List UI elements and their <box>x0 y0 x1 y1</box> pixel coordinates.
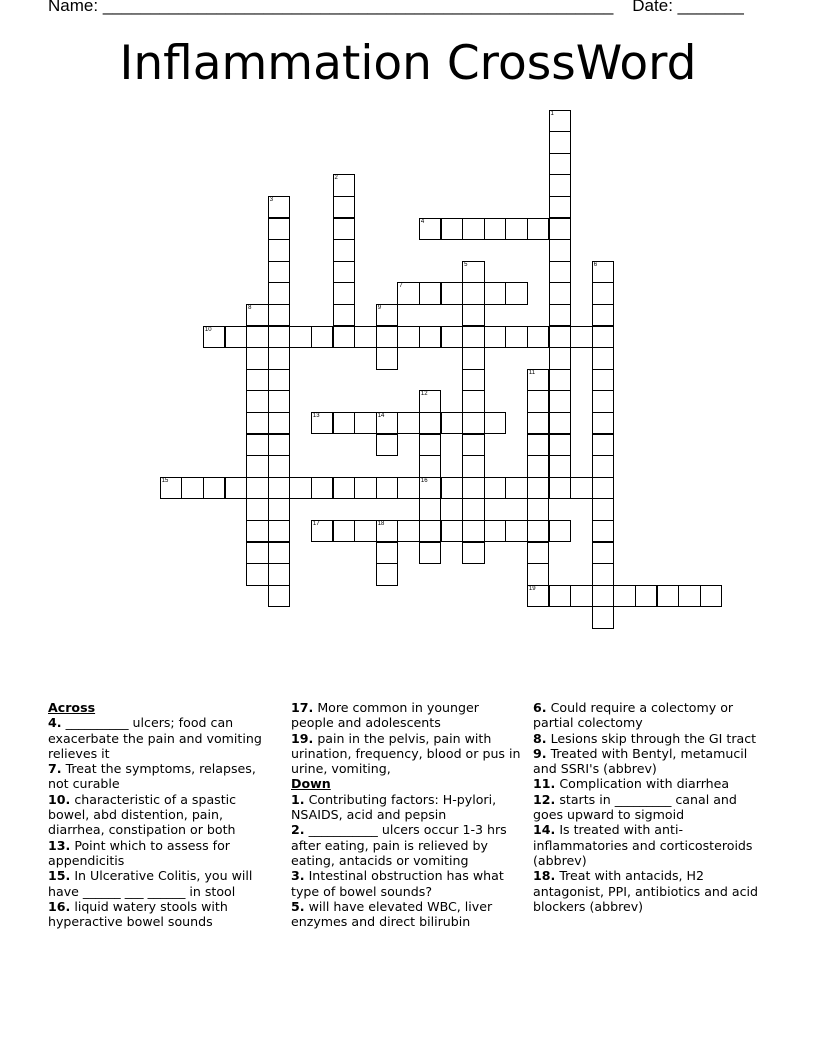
grid-cell[interactable] <box>419 434 442 457</box>
grid-cell[interactable] <box>333 218 356 241</box>
grid-cell[interactable] <box>419 455 442 478</box>
clue-number: 15 <box>161 477 169 484</box>
grid-cell[interactable] <box>484 412 507 435</box>
grid-cell[interactable] <box>592 261 615 284</box>
grid-cell[interactable] <box>549 369 572 392</box>
grid-cell[interactable] <box>549 110 572 133</box>
clue-number: 4 <box>420 218 425 225</box>
grid-cell[interactable] <box>268 390 291 413</box>
grid-cell[interactable] <box>592 498 615 521</box>
grid-cell[interactable] <box>268 347 291 370</box>
grid-cell[interactable] <box>592 282 615 305</box>
grid-cell[interactable] <box>549 282 572 305</box>
grid-cell[interactable] <box>527 412 550 435</box>
grid-cell[interactable] <box>549 520 572 543</box>
grid-cell[interactable] <box>570 477 593 500</box>
grid-cell[interactable] <box>549 239 572 262</box>
grid-cell[interactable] <box>419 390 442 413</box>
grid-cell[interactable] <box>635 585 658 608</box>
clue-down-3: 3. Intestinal obstruction has what type of bowel sounds? <box>291 868 504 899</box>
grid-cell[interactable] <box>570 326 593 349</box>
grid-cell[interactable] <box>613 585 636 608</box>
grid-cell[interactable] <box>419 326 442 349</box>
grid-cell[interactable] <box>268 585 291 608</box>
grid-cell[interactable] <box>376 412 399 435</box>
grid-cell[interactable] <box>419 412 442 435</box>
grid-cell[interactable] <box>527 563 550 586</box>
grid-cell[interactable] <box>462 455 485 478</box>
grid-cell[interactable] <box>268 369 291 392</box>
date-field[interactable]: _______ <box>677 0 744 15</box>
clue-number: 11 <box>528 369 536 376</box>
grid-cell[interactable] <box>333 412 356 435</box>
clue-across-10: 10. characteristic of a spastic bowel, abd distention, pain, diarrhea, constipation or both <box>48 791 237 838</box>
grid-cell[interactable] <box>549 326 572 349</box>
grid-cell[interactable] <box>549 196 572 219</box>
grid-cell[interactable] <box>527 455 550 478</box>
grid-cell[interactable] <box>289 326 312 349</box>
clue-down-18: 18. Treat with antacids, H2 antagonist, PPI, antibiotics and acid blockers (abbrev) <box>533 868 759 914</box>
grid-cell[interactable] <box>354 520 377 543</box>
clue-number: 6 <box>593 261 598 268</box>
grid-cell[interactable] <box>592 369 615 392</box>
clue-across-7: 7. Treat the symptoms, relapses, not curable <box>48 761 256 792</box>
page-title: Inflammation CrossWord <box>119 36 697 91</box>
clue-number: 7 <box>399 283 403 290</box>
down-heading: Down <box>291 776 331 792</box>
grid-cell[interactable] <box>549 390 572 413</box>
grid-cell[interactable] <box>203 477 226 500</box>
grid-cell[interactable] <box>484 218 507 241</box>
grid-cell[interactable] <box>246 347 269 370</box>
clue-number: 10 <box>204 326 212 333</box>
grid-cell[interactable] <box>549 218 572 241</box>
clue-down-5: 5. will have elevated WBC, liver enzymes and direct bilirubin <box>291 898 493 930</box>
grid-cell[interactable] <box>268 477 291 500</box>
clue-across-16: 16. liquid watery stools with hyperactive bowel sounds <box>48 898 228 930</box>
grid-cell[interactable] <box>246 390 269 413</box>
grid-cell[interactable] <box>246 563 269 586</box>
grid-cell[interactable] <box>289 477 312 500</box>
clue-column-3 <box>533 700 765 914</box>
grid-cell[interactable] <box>592 542 615 565</box>
grid-cell[interactable] <box>549 174 572 197</box>
grid-cell[interactable] <box>462 218 485 241</box>
grid-cell[interactable] <box>592 412 615 435</box>
clue-across-19: 19. pain in the pelvis, pain with urination, frequency, blood or pus in urine, vomiting, <box>291 730 521 777</box>
grid-cell[interactable] <box>419 498 442 521</box>
clue-down-8: 8. Lesions skip through the GI tract <box>533 730 757 746</box>
grid-cell[interactable] <box>592 455 615 478</box>
clue-column-1 <box>48 700 280 929</box>
grid-cell[interactable] <box>592 390 615 413</box>
clue-number: 17 <box>312 520 320 527</box>
grid-cell[interactable] <box>376 563 399 586</box>
grid-cell[interactable] <box>441 218 464 241</box>
grid-cell[interactable] <box>462 369 485 392</box>
grid-cell[interactable] <box>484 520 507 543</box>
grid-cell[interactable] <box>462 542 485 565</box>
grid-cell[interactable] <box>462 390 485 413</box>
grid-cell[interactable] <box>462 498 485 521</box>
grid-cell[interactable] <box>441 282 464 305</box>
grid-cell[interactable] <box>527 326 550 349</box>
grid-cell[interactable] <box>246 304 269 327</box>
clue-across-17: 17. More common in younger people and adolescents <box>291 700 479 731</box>
grid-cell[interactable] <box>549 477 572 500</box>
grid-cell[interactable] <box>527 498 550 521</box>
grid-cell[interactable] <box>225 326 248 349</box>
grid-cell[interactable] <box>376 520 399 543</box>
grid-cell[interactable] <box>441 477 464 500</box>
clue-down-9: 9. Treated with Bentyl, metamucil and SSRI's (abbrev) <box>533 745 748 777</box>
grid-cell[interactable] <box>333 477 356 500</box>
clue-number: 14 <box>377 412 385 419</box>
grid-cell[interactable] <box>549 585 572 608</box>
grid-cell[interactable] <box>246 412 269 435</box>
grid-cell[interactable] <box>419 520 442 543</box>
grid-cell[interactable] <box>570 585 593 608</box>
grid-cell[interactable] <box>462 304 485 327</box>
grid-cell[interactable] <box>203 326 226 349</box>
clue-number: 1 <box>550 110 554 117</box>
clue-down-6: 6. Could require a colectomy or partial colectomy <box>533 700 734 731</box>
grid-cell[interactable] <box>462 434 485 457</box>
clue-number: 12 <box>420 391 428 398</box>
grid-cell[interactable] <box>268 196 291 219</box>
grid-cell[interactable] <box>333 174 356 197</box>
grid-cell[interactable] <box>268 304 291 327</box>
grid-cell[interactable] <box>484 477 507 500</box>
grid-cell[interactable] <box>246 498 269 521</box>
grid-cell[interactable] <box>462 261 485 284</box>
grid-cell[interactable] <box>311 412 334 435</box>
grid-cell[interactable] <box>419 477 442 500</box>
grid-cell[interactable] <box>246 455 269 478</box>
grid-cell[interactable] <box>527 434 550 457</box>
grid-cell[interactable] <box>268 261 291 284</box>
grid-cell[interactable] <box>311 326 334 349</box>
grid-cell[interactable] <box>333 326 356 349</box>
clue-down-12: 12. starts in _________ canal and goes upward to sigmoid <box>533 791 737 823</box>
clue-number: 13 <box>312 412 320 419</box>
clue-column-2 <box>291 700 523 929</box>
grid-cell[interactable] <box>333 239 356 262</box>
grid-cell[interactable] <box>376 304 399 327</box>
grid-cell[interactable] <box>268 434 291 457</box>
grid-cell[interactable] <box>376 542 399 565</box>
grid-cell[interactable] <box>462 347 485 370</box>
grid-cell[interactable] <box>527 477 550 500</box>
grid-cell[interactable] <box>354 477 377 500</box>
grid-cell[interactable] <box>333 520 356 543</box>
clue-down-11: 11. Complication with diarrhea <box>533 776 730 792</box>
across-heading: Across <box>48 700 96 715</box>
clue-number: 3 <box>269 196 274 203</box>
name-field[interactable]: ______________________________________________________ <box>102 0 614 15</box>
grid-cell[interactable] <box>462 520 485 543</box>
grid-cell[interactable] <box>225 477 248 500</box>
grid-cell[interactable] <box>397 477 420 500</box>
grid-cell[interactable] <box>592 304 615 327</box>
grid-cell[interactable] <box>462 326 485 349</box>
grid-cell[interactable] <box>700 585 723 608</box>
grid-cell[interactable] <box>527 585 550 608</box>
grid-cell[interactable] <box>592 347 615 370</box>
grid-cell[interactable] <box>246 326 269 349</box>
grid-cell[interactable] <box>268 239 291 262</box>
grid-cell[interactable] <box>505 477 528 500</box>
grid-cell[interactable] <box>354 326 377 349</box>
grid-cell[interactable] <box>549 261 572 284</box>
grid-cell[interactable] <box>397 326 420 349</box>
grid-cell[interactable] <box>592 326 615 349</box>
grid-cell[interactable] <box>268 455 291 478</box>
grid-cell[interactable] <box>441 520 464 543</box>
grid-cell[interactable] <box>376 347 399 370</box>
grid-cell[interactable] <box>397 520 420 543</box>
clue-across-13: 13. Point which to assess for appendicitis <box>48 837 230 868</box>
grid-cell[interactable] <box>549 347 572 370</box>
grid-cell[interactable] <box>246 369 269 392</box>
grid-cell[interactable] <box>246 477 269 500</box>
grid-cell[interactable] <box>246 520 269 543</box>
grid-cell[interactable] <box>160 477 183 500</box>
grid-cell[interactable] <box>549 455 572 478</box>
grid-cell[interactable] <box>419 542 442 565</box>
grid-cell[interactable] <box>311 520 334 543</box>
grid-cell[interactable] <box>592 477 615 500</box>
grid-cell[interactable] <box>549 412 572 435</box>
grid-cell[interactable] <box>505 282 528 305</box>
clue-across-4: 4. __________ ulcers; food can exacerbate the pain and vomiting relieves it <box>48 715 262 761</box>
grid-cell[interactable] <box>397 282 420 305</box>
grid-cell[interactable] <box>376 477 399 500</box>
clue-across-15: 15. In Ulcerative Colitis, you will have ______ ___ ______ in stool <box>48 868 253 899</box>
grid-cell[interactable] <box>268 326 291 349</box>
grid-cell[interactable] <box>246 542 269 565</box>
name-label: Name: <box>48 0 99 15</box>
grid-cell[interactable] <box>527 542 550 565</box>
clue-number: 19 <box>528 585 536 592</box>
grid-cell[interactable] <box>592 520 615 543</box>
grid-cell[interactable] <box>268 498 291 521</box>
grid-cell[interactable] <box>505 326 528 349</box>
grid-cell[interactable] <box>549 153 572 176</box>
grid-cell[interactable] <box>592 606 615 629</box>
grid-cell[interactable] <box>484 282 507 305</box>
grid-cell[interactable] <box>592 434 615 457</box>
grid-cell[interactable] <box>246 434 269 457</box>
grid-cell[interactable] <box>268 412 291 435</box>
grid-cell[interactable] <box>333 282 356 305</box>
grid-cell[interactable] <box>678 585 701 608</box>
grid-cell[interactable] <box>549 304 572 327</box>
grid-cell[interactable] <box>462 282 485 305</box>
grid-cell[interactable] <box>549 131 572 154</box>
grid-cell[interactable] <box>268 542 291 565</box>
grid-cell[interactable] <box>419 282 442 305</box>
grid-cell[interactable] <box>333 261 356 284</box>
clue-number: 5 <box>464 261 468 268</box>
grid-cell[interactable] <box>505 218 528 241</box>
clue-number: 16 <box>420 477 428 484</box>
clue-number: 8 <box>248 304 252 311</box>
date-label: Date: <box>632 0 673 15</box>
grid-cell[interactable] <box>376 434 399 457</box>
grid-cell[interactable] <box>333 196 356 219</box>
grid-cell[interactable] <box>419 218 442 241</box>
grid-cell[interactable] <box>505 520 528 543</box>
grid-cell[interactable] <box>311 477 334 500</box>
grid-cell[interactable] <box>592 585 615 608</box>
grid-cell[interactable] <box>268 563 291 586</box>
clue-down-2: 2. ___________ ulcers occur 1-3 hrs after eating, pain is relieved by eating, antacids or vomiting <box>291 822 507 868</box>
grid-cell[interactable] <box>484 326 507 349</box>
grid-cell[interactable] <box>549 434 572 457</box>
grid-cell[interactable] <box>657 585 680 608</box>
grid-cell[interactable] <box>527 390 550 413</box>
grid-cell[interactable] <box>441 412 464 435</box>
grid-cell[interactable] <box>462 412 485 435</box>
grid-cell[interactable] <box>268 520 291 543</box>
grid-cell[interactable] <box>527 218 550 241</box>
grid-cell[interactable] <box>441 326 464 349</box>
grid-cell[interactable] <box>354 412 377 435</box>
grid-cell[interactable] <box>397 412 420 435</box>
clue-down-1: 1. Contributing factors: H-pylori, NSAIDS, acid and pepsin <box>291 791 497 823</box>
grid-cell[interactable] <box>462 477 485 500</box>
grid-cell[interactable] <box>268 282 291 305</box>
grid-cell[interactable] <box>527 520 550 543</box>
grid-cell[interactable] <box>268 218 291 241</box>
clue-number: 9 <box>377 304 382 311</box>
grid-cell[interactable] <box>181 477 204 500</box>
grid-cell[interactable] <box>527 369 550 392</box>
clue-down-14: 14. Is treated with anti-inflammatories and corticosteroids (abbrev) <box>533 822 753 868</box>
grid-cell[interactable] <box>333 304 356 327</box>
clue-number: 18 <box>377 520 385 527</box>
clue-number: 2 <box>334 175 338 182</box>
grid-cell[interactable] <box>592 563 615 586</box>
grid-cell[interactable] <box>376 326 399 349</box>
